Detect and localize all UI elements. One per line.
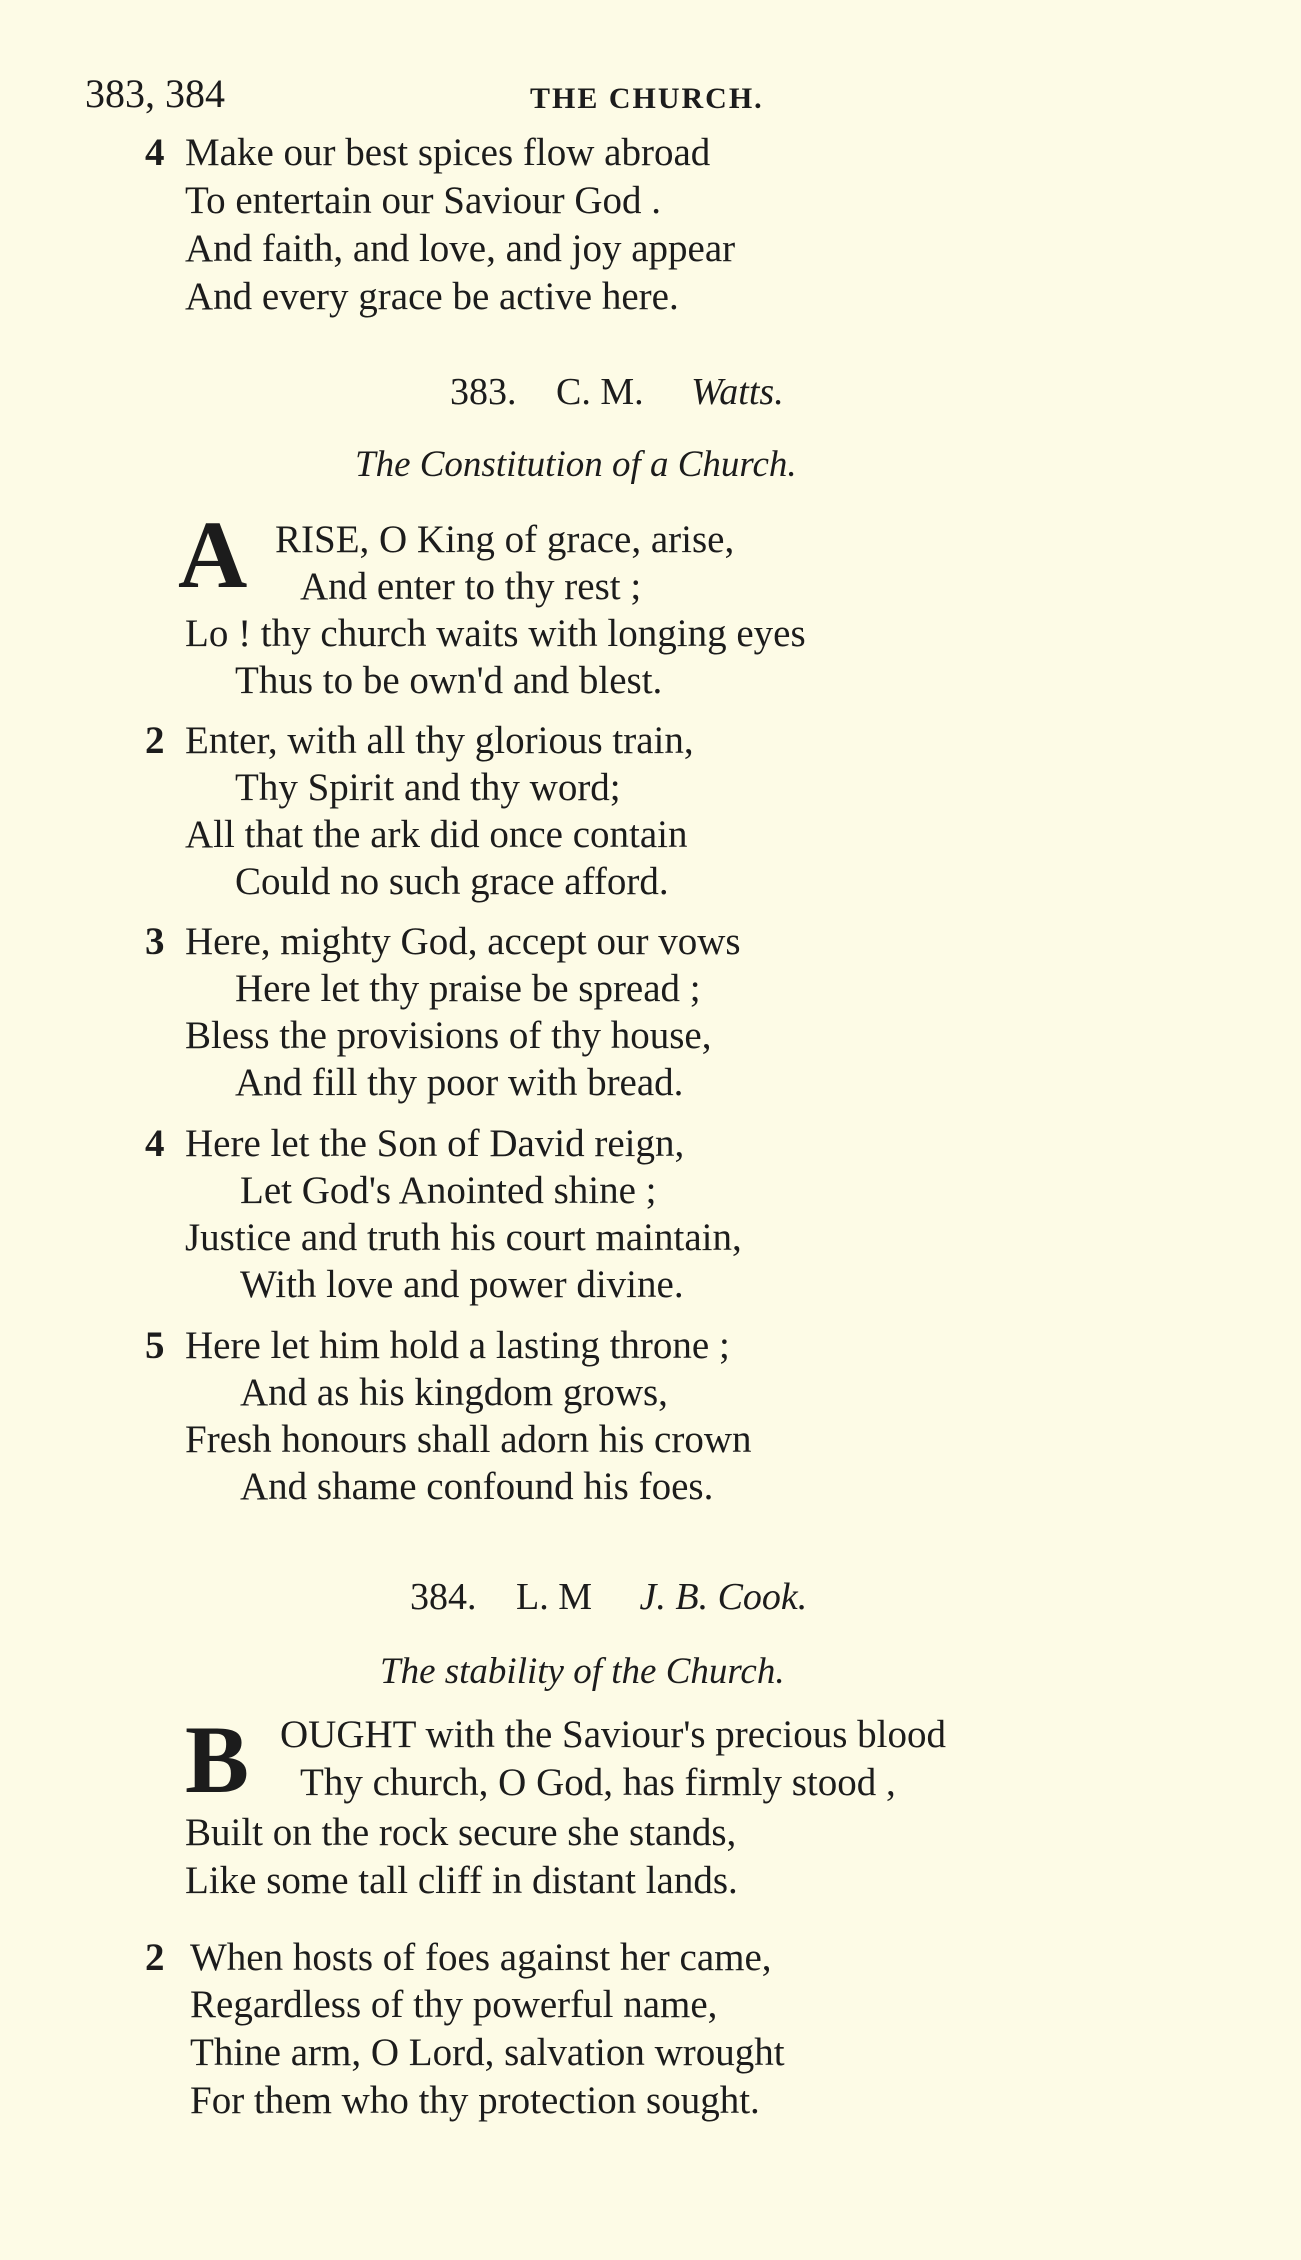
- verse-line: Fresh honours shall adorn his crown: [185, 1418, 752, 1461]
- verse-line: With love and power divine.: [240, 1263, 684, 1306]
- verse-number: 4: [145, 131, 165, 174]
- page-header: [85, 70, 1185, 120]
- verse-line: When hosts of foes against her came,: [190, 1936, 772, 1979]
- verse-line: Here let him hold a lasting throne ;: [185, 1324, 730, 1367]
- verse-line: Thus to be own'd and blest.: [235, 659, 663, 702]
- hymn-meter: L. M: [516, 1576, 592, 1618]
- verse-line: Thy church, O God, has firmly stood ,: [300, 1761, 896, 1804]
- verse-line: For them who thy protection sought.: [190, 2079, 760, 2122]
- verse-line: Here let the Son of David reign,: [185, 1122, 685, 1165]
- hymn-author: Watts.: [691, 371, 784, 413]
- verse-line: And as his kingdom grows,: [240, 1371, 668, 1414]
- verse-line: Let God's Anointed shine ;: [240, 1169, 657, 1212]
- hymn-number: 383.: [450, 371, 517, 413]
- verse-line: OUGHT with the Saviour's precious blood: [280, 1713, 946, 1756]
- verse-line: Thine arm, O Lord, salvation wrought: [190, 2031, 785, 2074]
- verse-number: 2: [145, 719, 165, 762]
- verse-line: Bless the provisions of thy house,: [185, 1014, 712, 1057]
- hymn-heading: [410, 1575, 807, 1619]
- verse-line: All that the ark did once contain: [185, 813, 688, 856]
- verse-line: Here let thy praise be spread ;: [235, 967, 701, 1010]
- verse-line: Could no such grace afford.: [235, 860, 669, 903]
- drop-cap: B: [185, 1706, 250, 1813]
- verse-line: Make our best spices flow abroad: [185, 131, 711, 174]
- verse-number: 4: [145, 1122, 165, 1165]
- verse-line: RISE, O King of grace, arise,: [275, 518, 735, 561]
- hymn-author: J. B. Cook.: [639, 1576, 808, 1618]
- verse-line: And enter to thy rest ;: [300, 565, 642, 608]
- verse-number: 3: [145, 920, 165, 963]
- hymn-title: The Constitution of a Church.: [355, 444, 797, 485]
- hymn-heading: [450, 370, 784, 414]
- hymn-meter: C. M.: [556, 371, 644, 413]
- verse-line: And faith, and love, and joy appear: [185, 227, 736, 270]
- verse-line: Justice and truth his court maintain,: [185, 1216, 742, 1259]
- verse-line: And shame confound his foes.: [240, 1465, 714, 1508]
- verse-number: 2: [145, 1936, 165, 1979]
- hymn-number: 384.: [410, 1576, 477, 1618]
- verse-line: And every grace be active here.: [185, 275, 679, 318]
- verse-line: Here, mighty God, accept our vows: [185, 920, 741, 963]
- verse-line: To entertain our Saviour God .: [185, 179, 661, 222]
- hymn-title: The stability of the Church.: [380, 1651, 785, 1692]
- verse-line: Enter, with all thy glorious train,: [185, 719, 694, 762]
- verse-line: Regardless of thy powerful name,: [190, 1983, 718, 2026]
- running-title: THE CHURCH.: [530, 82, 764, 115]
- verse-number: 5: [145, 1324, 165, 1367]
- verse-line: And fill thy poor with bread.: [235, 1061, 684, 1104]
- drop-cap: A: [178, 501, 248, 608]
- page-numbers: 383, 384: [85, 71, 225, 116]
- verse-line: Lo ! thy church waits with longing eyes: [185, 612, 806, 655]
- verse-line: Built on the rock secure she stands,: [185, 1811, 737, 1854]
- verse-line: Like some tall cliff in distant lands.: [185, 1859, 738, 1902]
- verse-line: Thy Spirit and thy word;: [235, 766, 621, 809]
